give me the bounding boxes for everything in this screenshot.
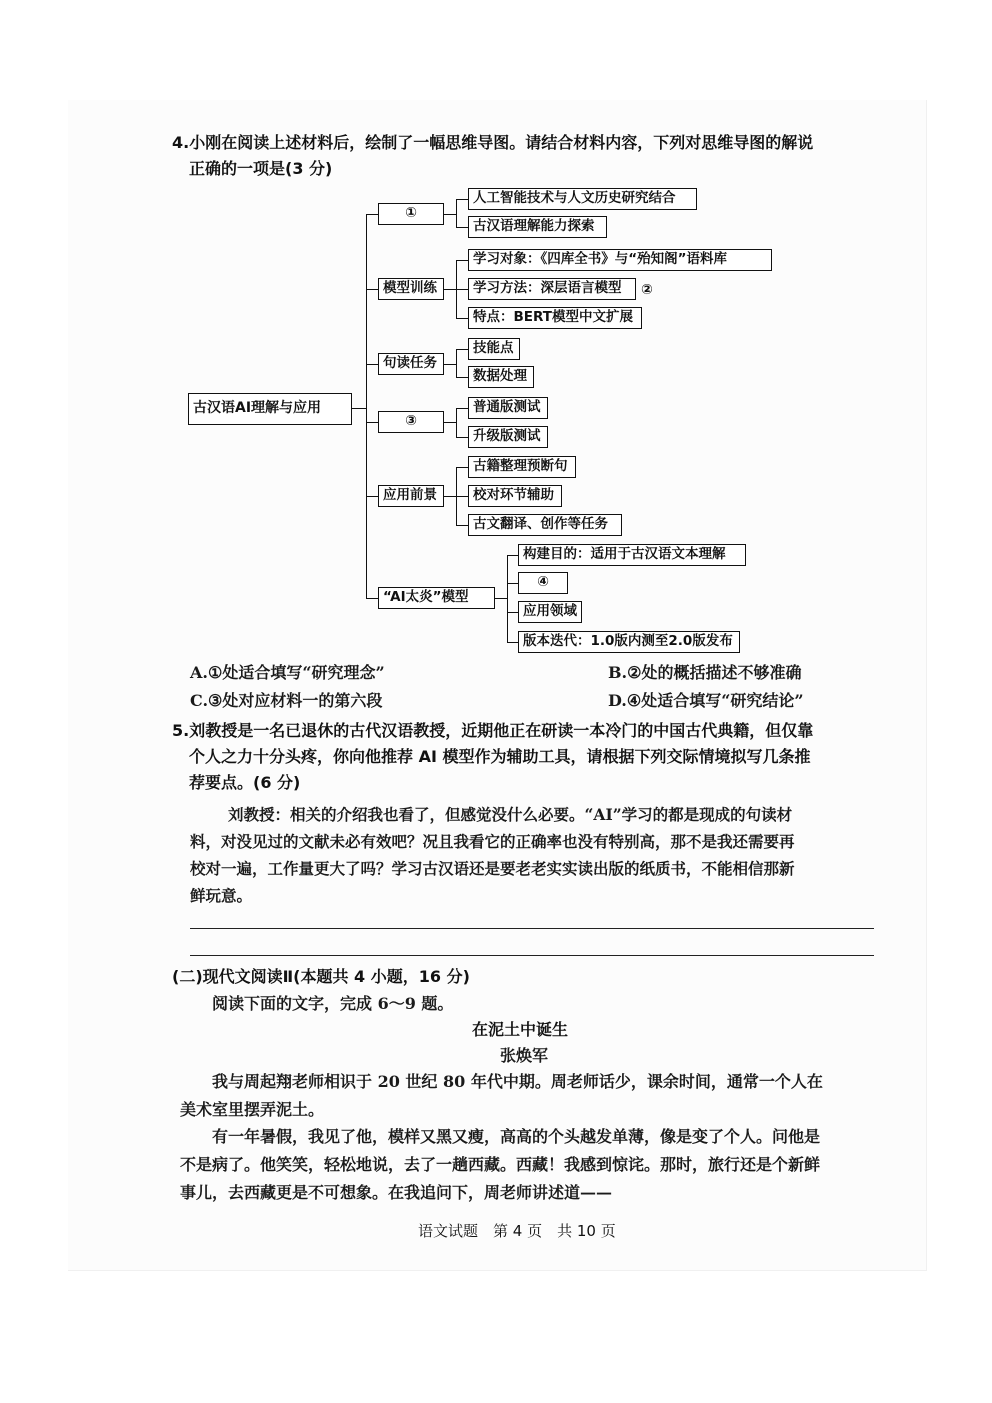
connector bbox=[456, 289, 468, 290]
q5-stem-line3: 荐要点。(6 分) bbox=[189, 773, 301, 792]
connector bbox=[495, 598, 507, 599]
connector bbox=[507, 555, 508, 642]
answer-line bbox=[190, 928, 874, 929]
connector bbox=[456, 260, 468, 261]
mindmap-marker-2: ② bbox=[641, 282, 653, 298]
connector bbox=[366, 214, 378, 215]
connector bbox=[456, 199, 457, 227]
mindmap-branch-punctuation: 句读任务 bbox=[378, 353, 444, 375]
mindmap-leaf: 古籍整理预断句 bbox=[468, 456, 576, 478]
connector bbox=[366, 598, 378, 599]
mindmap-leaf: 特点：BERT模型中文扩展 bbox=[468, 307, 642, 329]
connector bbox=[507, 555, 518, 556]
connector bbox=[366, 496, 378, 497]
mindmap-branch-1-blank: ① bbox=[378, 203, 444, 225]
q5-quote-line: 鲜玩意。 bbox=[190, 886, 253, 905]
q4-stem-line1: 4.小刚在阅读上述材料后，绘制了一幅思维导图。请结合材料内容，下列对思维导图的解说 bbox=[172, 133, 814, 152]
connector bbox=[366, 422, 378, 423]
connector bbox=[456, 437, 468, 438]
connector bbox=[507, 642, 518, 643]
mindmap-leaf: 古文翻译、创作等任务 bbox=[468, 514, 622, 536]
connector bbox=[366, 214, 367, 598]
q5-quote-line: 料，对没见过的文献未必有效吧？况且我看它的正确率也没有特别高，那不是我还需要再 bbox=[190, 832, 795, 851]
mindmap-leaf: 人工智能技术与人文历史研究结合 bbox=[468, 188, 697, 210]
mindmap-leaf: 版本迭代：1.0版内测至2.0版发布 bbox=[518, 631, 740, 653]
connector bbox=[366, 364, 378, 365]
connector bbox=[456, 349, 468, 350]
mindmap-branch-prospects: 应用前景 bbox=[378, 485, 444, 507]
mindmap-leaf: 学习方法：深层语言模型 bbox=[468, 278, 636, 300]
connector bbox=[352, 408, 366, 409]
mindmap-leaf: 升级版测试 bbox=[468, 426, 548, 448]
article-paragraph-line: 事儿，去西藏更是不可想象。在我追问下，周老师讲述道—— bbox=[180, 1183, 613, 1202]
q5-quote-line: 校对一遍，工作量更大了吗？学习古汉语还是要老老实实读出版的纸质书，不能相信那新 bbox=[190, 859, 795, 878]
article-author: 张焕军 bbox=[500, 1046, 549, 1065]
article-paragraph-line: 有一年暑假，我见了他，模样又黑又瘦，高高的个头越发单薄，像是变了个人。问他是 bbox=[212, 1127, 821, 1146]
mindmap-leaf: 构建目的：适用于古汉语文本理解 bbox=[518, 544, 746, 566]
connector bbox=[456, 199, 468, 200]
connector bbox=[456, 318, 468, 319]
article-paragraph-line: 我与周起翔老师相识于 20 世纪 80 年代中期。周老师话少，课余时间，通常一个人在 bbox=[212, 1072, 823, 1091]
connector bbox=[444, 289, 456, 290]
mindmap-leaf: 技能点 bbox=[468, 338, 520, 360]
mindmap-leaf: 数据处理 bbox=[468, 366, 534, 388]
q5-quote-line: 刘教授：相关的介绍我也看了，但感觉没什么必要。“AI”学习的都是现成的句读材 bbox=[228, 805, 793, 824]
connector bbox=[456, 349, 457, 377]
connector bbox=[444, 422, 456, 423]
mindmap-blank-4: ④ bbox=[518, 572, 568, 594]
section-heading: (二)现代文阅读Ⅱ(本题共 4 小题，16 分) bbox=[172, 967, 470, 986]
exam-page-background bbox=[68, 100, 927, 1271]
option-d: D.④处适合填写“研究结论” bbox=[608, 691, 804, 710]
connector bbox=[444, 214, 456, 215]
section-instruction: 阅读下面的文字，完成 6～9 题。 bbox=[212, 994, 454, 1013]
connector bbox=[456, 227, 468, 228]
q5-stem-line2: 个人之力十分头疼，你向他推荐 AI 模型作为辅助工具，请根据下列交际情境拟写几条推 bbox=[189, 747, 811, 766]
connector bbox=[456, 408, 457, 437]
connector bbox=[456, 377, 468, 378]
option-c: C.③处对应材料一的第六段 bbox=[190, 691, 383, 710]
mindmap-branch-3-blank: ③ bbox=[378, 411, 444, 433]
mindmap-leaf: 学习对象：《四库全书》与“殆知阁”语料库 bbox=[468, 249, 772, 271]
connector bbox=[456, 467, 468, 468]
connector bbox=[456, 408, 468, 409]
connector bbox=[444, 364, 456, 365]
answer-line bbox=[190, 955, 874, 956]
mindmap-leaf: 古汉语理解能力探索 bbox=[468, 216, 607, 238]
q5-stem-line1: 5.刘教授是一名已退休的古代汉语教授，近期他正在研读一本冷门的中国古代典籍，但仅靠 bbox=[172, 721, 814, 740]
option-a: A.①处适合填写“研究理念” bbox=[190, 663, 385, 682]
article-paragraph-line: 美术室里摆弄泥土。 bbox=[180, 1100, 325, 1119]
mindmap-leaf: 普通版测试 bbox=[468, 397, 548, 419]
mindmap-leaf: 校对环节辅助 bbox=[468, 485, 562, 507]
connector bbox=[366, 289, 378, 290]
article-title: 在泥土中诞生 bbox=[472, 1020, 569, 1039]
article-paragraph-line: 不是病了。他笑笑，轻松地说，去了一趟西藏。西藏！我感到惊诧。那时，旅行还是个新鲜 bbox=[180, 1155, 821, 1174]
q4-stem-line2: 正确的一项是(3 分) bbox=[189, 159, 333, 178]
page-footer: 语文试题 第 4 页 共 10 页 bbox=[418, 1222, 616, 1240]
connector bbox=[507, 612, 518, 613]
connector bbox=[444, 496, 456, 497]
mindmap-leaf: 应用领域 bbox=[518, 601, 582, 623]
option-b: B.②处的概括描述不够准确 bbox=[608, 663, 802, 682]
connector bbox=[456, 496, 468, 497]
connector bbox=[456, 525, 468, 526]
mindmap-root: 古汉语AI理解与应用 bbox=[188, 393, 352, 425]
mindmap-branch-training: 模型训练 bbox=[378, 278, 444, 300]
connector bbox=[507, 583, 518, 584]
mindmap-branch-ai-taiyan: “AI太炎”模型 bbox=[378, 587, 495, 609]
